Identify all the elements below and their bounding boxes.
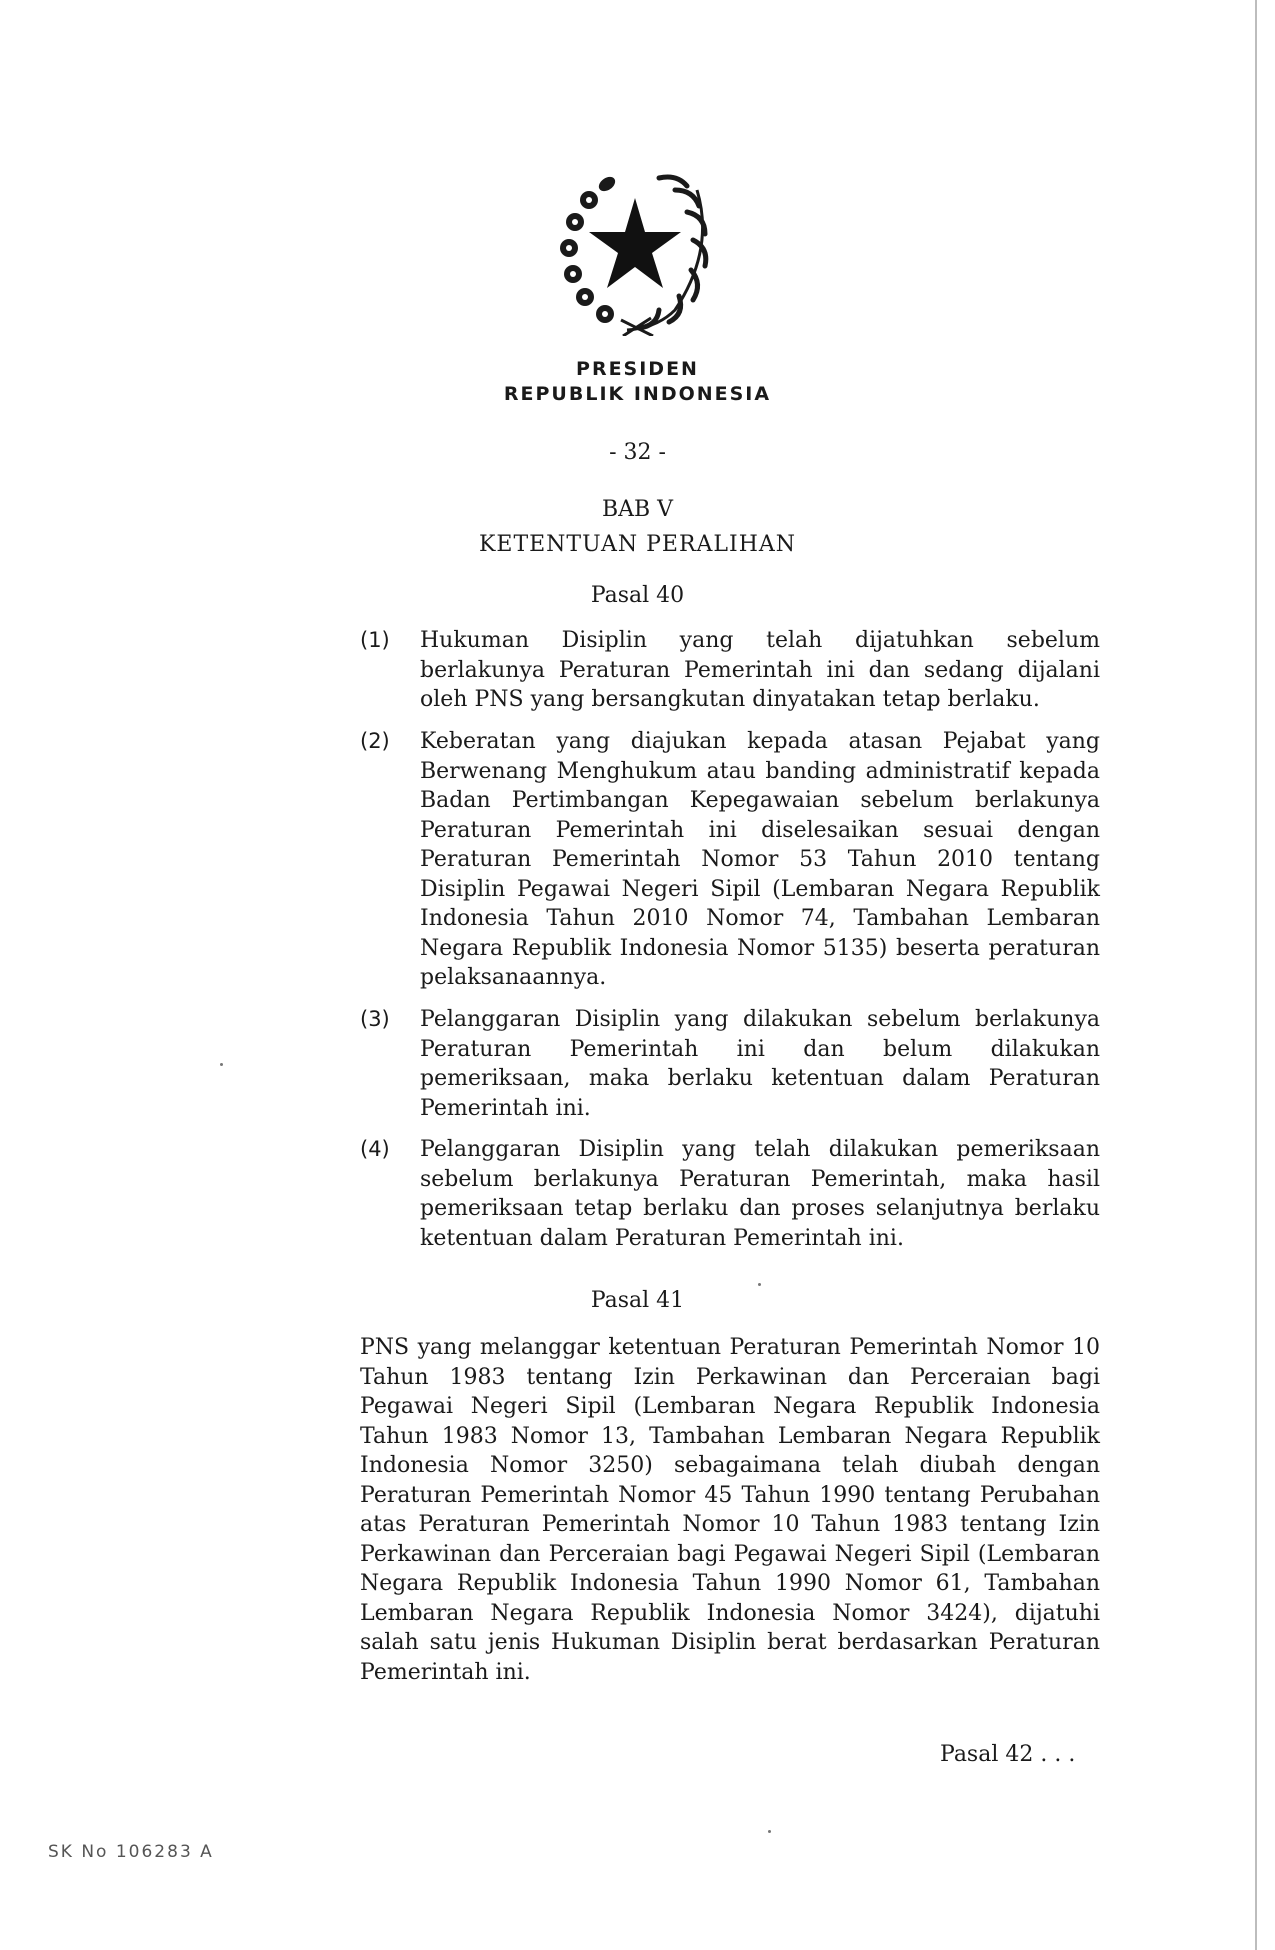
pasal-40-item-4 <box>360 1135 1100 1253</box>
item-text: Pelanggaran Disiplin yang telah dilakukan pemeriksaan sebelum berlakunya Peraturan Pemerintah, maka hasil pemeriksaan tetap berlaku dan proses selanjutnya berlaku ketentuan dalam Peraturan Pemerintah ini. <box>420 1137 1100 1251</box>
item-number: (1) <box>360 628 390 652</box>
scan-speck <box>220 1063 223 1066</box>
scan-speck <box>758 1283 761 1286</box>
item-number: (4) <box>360 1137 390 1161</box>
item-number: (2) <box>360 729 390 753</box>
scan-edge-line <box>1255 0 1257 1950</box>
pasal-41-heading: Pasal 41 <box>590 1288 685 1313</box>
document-code: SK No 106283 A <box>48 1842 214 1862</box>
item-number: (3) <box>360 1007 390 1031</box>
item-text: Keberatan yang diajukan kepada atasan Pejabat yang Berwenang Menghukum atau banding administratif kepada Badan Pertimbangan Kepegawaian sebelum berlakunya Peraturan Pemerintah ini diselesaikan sesuai dengan Peraturan Pemerintah Nomor 53 Tahun 2010 tentang Disiplin Pegawai Negeri Sipil (Lembaran Negara Republik Indonesia Tahun 2010 Nomor 74, Tambahan Lembaran Negara Republik Indonesia Nomor 5135) beserta peraturan pelaksanaannya. <box>420 729 1100 990</box>
pasal-40-item-1 <box>360 626 1100 715</box>
pasal-41-text: PNS yang melanggar ketentuan Peraturan Pemerintah Nomor 10 Tahun 1983 tentang Izin Perkawinan dan Perceraian bagi Pegawai Negeri Sipil (Lembaran Negara Republik Indonesia Tahun 1983 Nomor 13, Tambahan Lembaran Negara Republik Indonesia Nomor 3250) sebagaimana telah diubah dengan Peraturan Pemerintah Nomor 45 Tahun 1990 tentang Perubahan atas Peraturan Pemerintah Nomor 10 Tahun 1983 tentang Izin Perkawinan dan Perceraian bagi Pegawai Negeri Sipil (Lembaran Negara Republik Indonesia Tahun 1990 Nomor 61, Tambahan Lembaran Negara Republik Indonesia Nomor 3424), dijatuhi salah satu jenis Hukuman Disiplin berat berdasarkan Peraturan Pemerintah ini. <box>360 1335 1100 1685</box>
page-number: - 32 - <box>609 440 666 465</box>
pasal-40-item-3 <box>360 1005 1100 1123</box>
header-republik-indonesia: REPUBLIK INDONESIA <box>503 383 772 405</box>
garuda-star-emblem-icon <box>547 160 723 336</box>
item-text: Pelanggaran Disiplin yang dilakukan sebelum berlakunya Peraturan Pemerintah ini dan belum dilakukan pemeriksaan, maka berlaku ketentuan dalam Peraturan Pemerintah ini. <box>420 1007 1100 1121</box>
header-presiden: PRESIDEN <box>576 358 699 380</box>
item-text: Hukuman Disiplin yang telah dijatuhkan sebelum berlakunya Peraturan Pemerintah ini dan sedang dijalani oleh PNS yang bersangkutan dinyatakan tetap berlaku. <box>420 628 1100 712</box>
pasal-40-heading: Pasal 40 <box>590 583 685 608</box>
continuation-marker: Pasal 42 . . . <box>940 1742 1076 1767</box>
chapter-title: KETENTUAN PERALIHAN <box>478 532 797 557</box>
pasal-40-item-2 <box>360 727 1100 993</box>
chapter-label: BAB V <box>601 497 674 522</box>
scan-speck <box>768 1830 771 1833</box>
